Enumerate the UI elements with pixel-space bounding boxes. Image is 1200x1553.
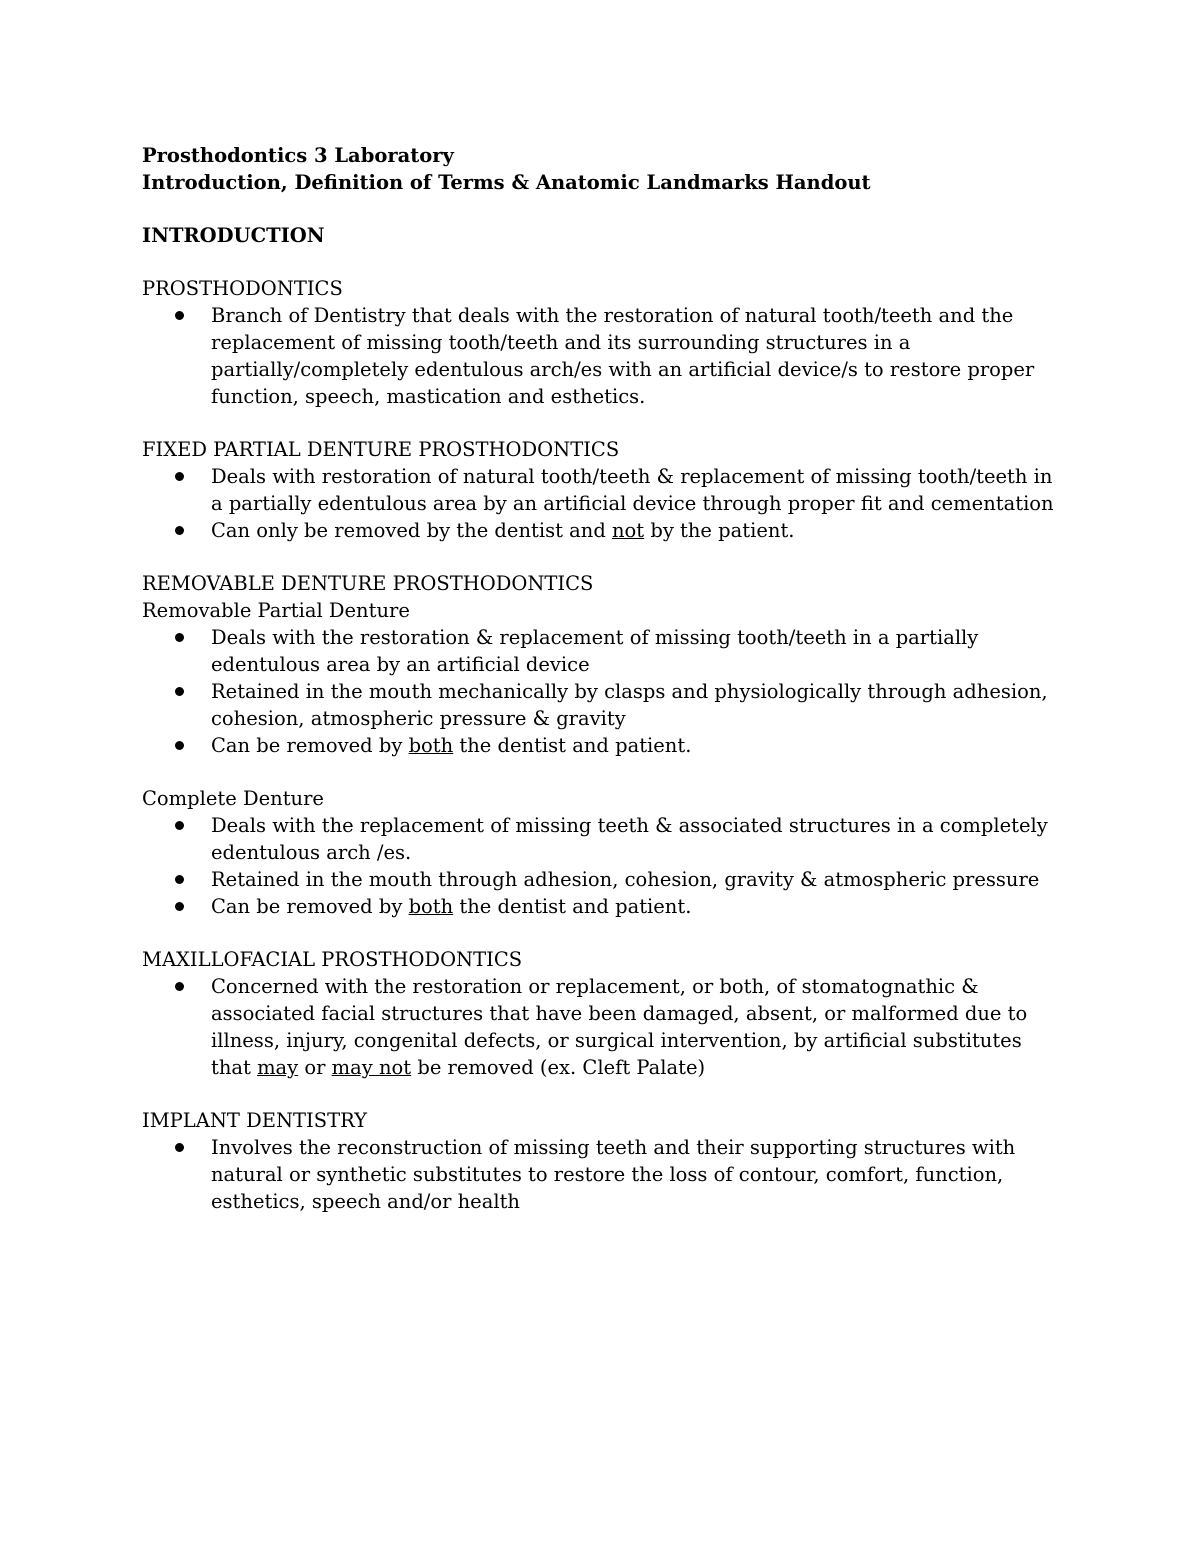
list-item-text: Can be removed by <box>211 895 409 918</box>
bullet-icon <box>175 472 184 481</box>
list-item-text: the dentist and patient. <box>453 895 692 918</box>
complete-denture-label: Complete Denture <box>142 787 324 810</box>
course-title: Prosthodontics 3 Laboratory <box>142 144 454 167</box>
list-item <box>142 678 1062 732</box>
list-item <box>142 302 1062 410</box>
bullet-icon <box>175 1143 184 1152</box>
removable-partial-denture-label: Removable Partial Denture <box>142 599 410 622</box>
underlined-word: both <box>408 734 454 757</box>
complete-denture-list <box>142 812 1062 920</box>
fixed-partial-denture-label: FIXED PARTIAL DENTURE PROSTHODONTICS <box>142 438 620 461</box>
list-item <box>142 624 1062 678</box>
spacer <box>142 249 1062 275</box>
document-page <box>142 142 1062 1215</box>
underlined-word: may <box>257 1056 299 1079</box>
prosthodontics-list <box>142 302 1062 410</box>
list-item <box>142 1134 1062 1215</box>
spacer <box>142 920 1062 946</box>
introduction-heading: INTRODUCTION <box>142 224 325 247</box>
bullet-icon <box>175 687 184 696</box>
list-item-text: or <box>298 1056 332 1079</box>
list-item <box>142 463 1062 517</box>
list-item <box>142 812 1062 866</box>
underlined-word: both <box>408 895 454 918</box>
maxillofacial-label: MAXILLOFACIAL PROSTHODONTICS <box>142 948 523 971</box>
implant-dentistry-label: IMPLANT DENTISTRY <box>142 1109 368 1132</box>
list-item-text: Deals with the replacement of missing teeth & associated structures in a completely edentulous arch /es. <box>211 814 1048 864</box>
handout-title: Introduction, Definition of Terms & Anatomic Landmarks Handout <box>142 171 871 194</box>
fixed-partial-denture-list <box>142 463 1062 544</box>
list-item-text: Can be removed by <box>211 734 409 757</box>
list-item <box>142 517 1062 544</box>
list-item-text: Deals with restoration of natural tooth/teeth & replacement of missing tooth/teeth in a partially edentulous area by an artificial device through proper fit and cementation <box>211 465 1054 515</box>
removable-partial-denture-list <box>142 624 1062 759</box>
spacer <box>142 196 1062 222</box>
list-item-text: Concerned with the restoration or replacement, or both, of stomatognathic & associated facial structures that have been damaged, absent, or malformed due to illness, injury, congenital defects, or surgical intervention, by artificial substitutes that <box>211 975 1028 1079</box>
bullet-icon <box>175 982 184 991</box>
prosthodontics-label: PROSTHODONTICS <box>142 277 343 300</box>
removable-denture-label: REMOVABLE DENTURE PROSTHODONTICS <box>142 572 594 595</box>
underlined-word: not <box>612 519 645 542</box>
list-item-text: the dentist and patient. <box>453 734 692 757</box>
spacer <box>142 410 1062 436</box>
bullet-icon <box>175 311 184 320</box>
maxillofacial-list <box>142 973 1062 1081</box>
list-item <box>142 732 1062 759</box>
spacer <box>142 1081 1062 1107</box>
bullet-icon <box>175 526 184 535</box>
spacer <box>142 544 1062 570</box>
list-item-text: Involves the reconstruction of missing teeth and their supporting structures with natural or synthetic substitutes to restore the loss of contour, comfort, function, esthetics, speech and/or health <box>211 1136 1016 1213</box>
list-item <box>142 866 1062 893</box>
list-item-text: Can only be removed by the dentist and <box>211 519 612 542</box>
list-item <box>142 973 1062 1081</box>
list-item-text: by the patient. <box>644 519 795 542</box>
bullet-icon <box>175 633 184 642</box>
list-item-text: Retained in the mouth mechanically by clasps and physiologically through adhesion, cohesion, atmospheric pressure & gravity <box>211 680 1048 730</box>
list-item <box>142 893 1062 920</box>
bullet-icon <box>175 902 184 911</box>
implant-dentistry-list <box>142 1134 1062 1215</box>
bullet-icon <box>175 741 184 750</box>
list-item-text: Retained in the mouth through adhesion, cohesion, gravity & atmospheric pressure <box>211 868 1040 891</box>
list-item-text: Branch of Dentistry that deals with the restoration of natural tooth/teeth and the replacement of missing tooth/teeth and its surrounding structures in a partially/completely edentulous arch/es with an artificial device/s to restore proper function, speech, mastication and esthetics. <box>211 304 1035 408</box>
spacer <box>142 759 1062 785</box>
list-item-text: Deals with the restoration & replacement of missing tooth/teeth in a partially edentulous area by an artificial device <box>211 626 979 676</box>
underlined-word: may not <box>331 1056 412 1079</box>
bullet-icon <box>175 821 184 830</box>
list-item-text: be removed (ex. Cleft Palate) <box>411 1056 706 1079</box>
bullet-icon <box>175 875 184 884</box>
